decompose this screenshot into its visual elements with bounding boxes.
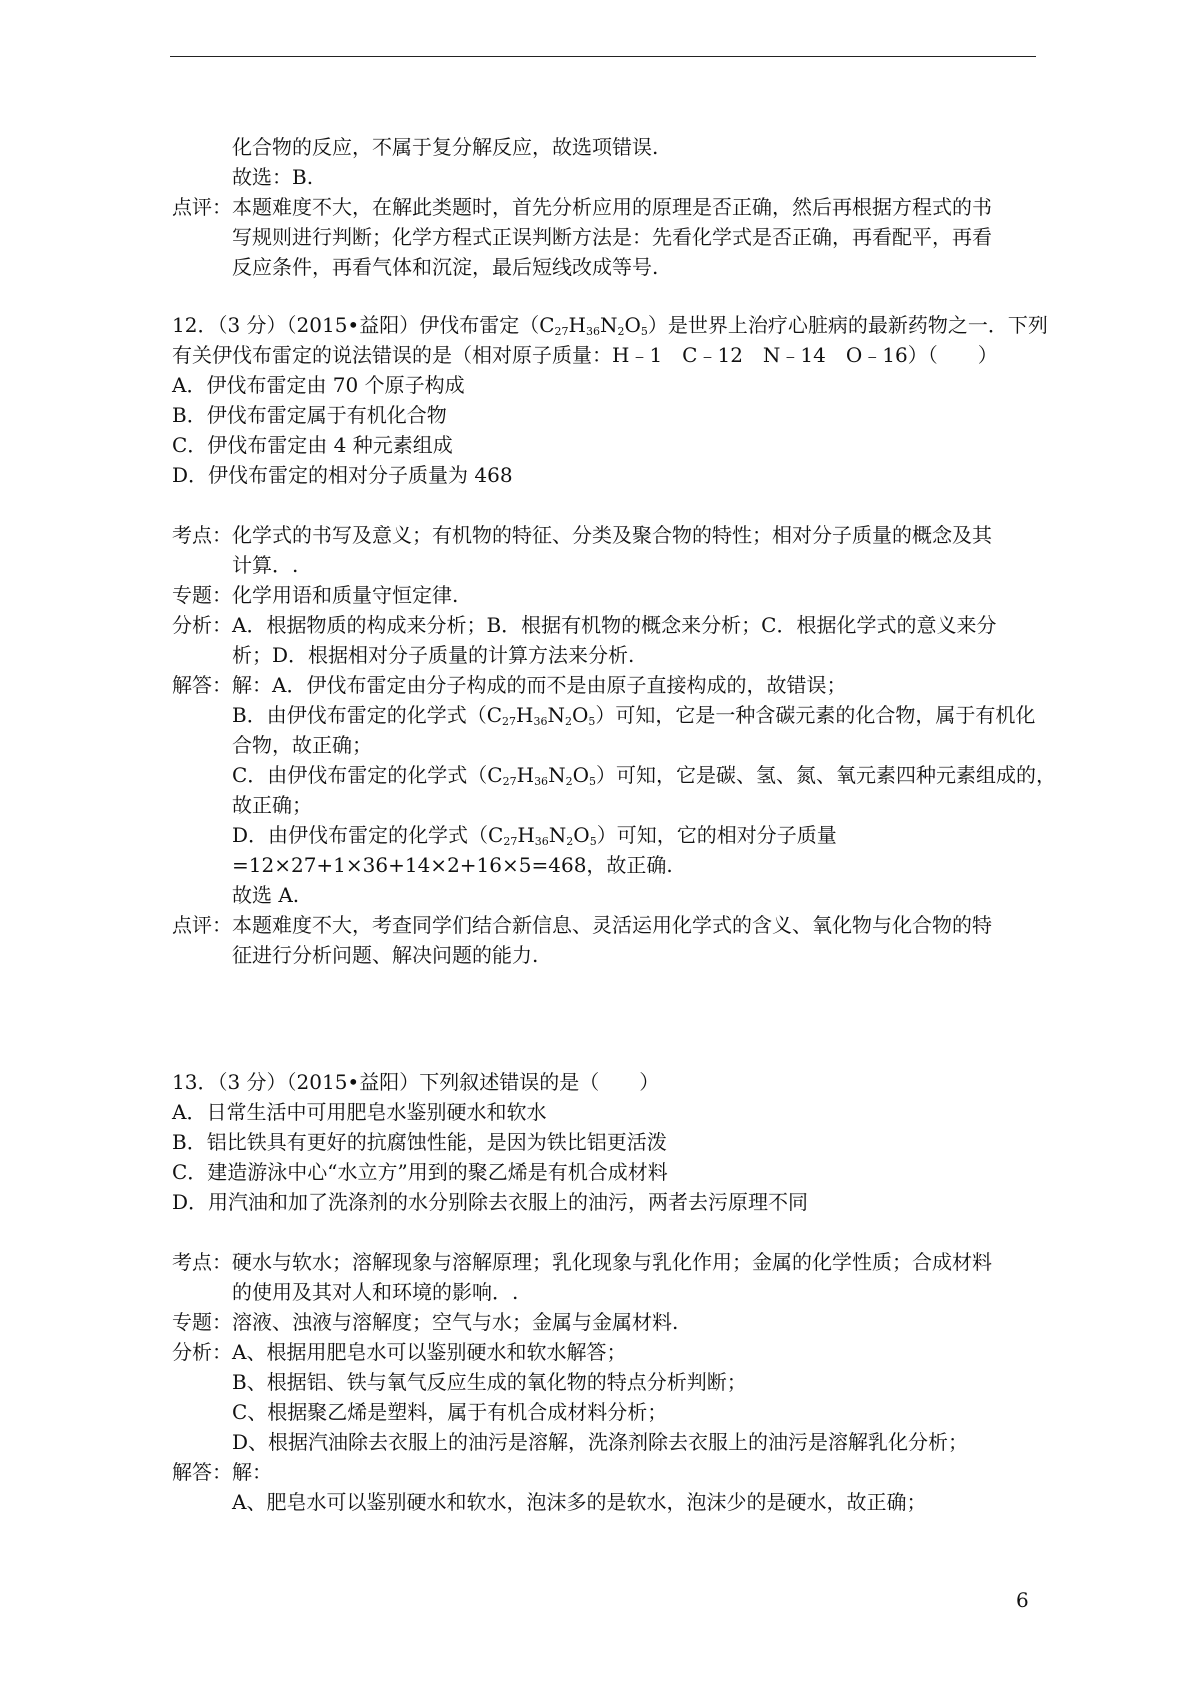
fenxi-line: 分析：A、根据用肥皂水可以鉴别硬水和软水解答； bbox=[172, 1337, 1042, 1367]
comment-line: 点评：本题难度不大，考查同学们结合新信息、灵活运用化学式的含义、氧化物与化合物的特 bbox=[172, 910, 1042, 940]
fenxi-line: C、根据聚乙烯是塑料，属于有机合成材料分析； bbox=[232, 1400, 668, 1424]
comment-label: 点评： bbox=[172, 913, 232, 937]
option-a: A．伊伐布雷定由 70 个原子构成 bbox=[172, 373, 465, 397]
option-d: D．伊伐布雷定的相对分子质量为 468 bbox=[172, 463, 513, 487]
jieda-line: =12×27+1×36+14×2+16×5=468，故正确. bbox=[232, 853, 673, 877]
zhuanti-label: 专题： bbox=[172, 583, 232, 607]
page-number: 6 bbox=[1016, 1588, 1029, 1612]
jieda-line: 解答：解： bbox=[172, 1457, 1042, 1487]
kaodian-line: 的使用及其对人和环境的影响．. bbox=[232, 1280, 519, 1304]
fenxi-line: 析；D．根据相对分子质量的计算方法来分析. bbox=[232, 643, 635, 667]
comment-line: 点评：本题难度不大，在解此类题时，首先分析应用的原理是否正确，然后再根据方程式的书 bbox=[172, 192, 1042, 222]
option-a: A．日常生活中可用肥皂水鉴别硬水和软水 bbox=[172, 1100, 547, 1124]
fenxi-line: D、根据汽油除去衣服上的油污是溶解，洗涤剂除去衣服上的油污是溶解乳化分析； bbox=[232, 1430, 969, 1454]
question-13 bbox=[172, 1067, 1042, 1517]
zhuanti-line: 专题：化学用语和质量守恒定律. bbox=[172, 580, 1042, 610]
jieda-line: 合物，故正确； bbox=[232, 733, 372, 757]
zhuanti-line: 专题：溶液、浊液与溶解度；空气与水；金属与金属材料. bbox=[172, 1307, 1042, 1337]
question-stem-line2: 有关伊伐布雷定的说法错误的是（相对原子质量：H﹣1 C﹣12 N﹣14 O﹣16）（ ） bbox=[172, 343, 998, 367]
kaodian-line: 考点：硬水与软水；溶解现象与溶解原理；乳化现象与乳化作用；金属的化学性质；合成材料 bbox=[172, 1247, 1042, 1277]
option-b: B．伊伐布雷定属于有机化合物 bbox=[172, 403, 447, 427]
jieda-line: 解答：解：A．伊伐布雷定由分子构成的而不是由原子直接构成的，故错误； bbox=[172, 670, 1042, 700]
kaodian-line: 考点：化学式的书写及意义；有机物的特征、分类及聚合物的特性；相对分子质量的概念及其 bbox=[172, 520, 1042, 550]
option-c: C．建造游泳中心“水立方”用到的聚乙烯是有机合成材料 bbox=[172, 1160, 668, 1184]
comment-line: 反应条件，再看气体和沉淀，最后短线改成等号. bbox=[232, 255, 659, 279]
question-stem: 12．（3 分）（2015•益阳）伊伐布雷定$(C_{27}H_{36}N_2O_5)$是世界上治疗心脏病的最新药物之一．下列 bbox=[172, 313, 1048, 338]
fenxi-label: 分析： bbox=[172, 613, 232, 637]
question-12 bbox=[172, 310, 1056, 970]
fenxi-label: 分析： bbox=[172, 1340, 232, 1364]
kaodian-label: 考点： bbox=[172, 1250, 232, 1274]
jieda-label: 解答： bbox=[172, 1460, 232, 1484]
fenxi-line: B、根据铝、铁与氧气反应生成的氧化物的特点分析判断； bbox=[232, 1370, 747, 1394]
jieda-line: B．由伊伐布雷定的化学式$(C_{27}H_{36}N_2O_5)$可知，它是一种含碳元素的化合物，属于有机化 bbox=[232, 703, 1036, 728]
prev-question-tail bbox=[172, 132, 1042, 282]
text-line: 化合物的反应，不属于复分解反应，故选项错误. bbox=[232, 135, 659, 159]
answer-line: 故选：B. bbox=[232, 165, 314, 189]
jieda-line: C．由伊伐布雷定的化学式$(C_{27}H_{36}N_2O_5)$可知，它是碳、氢、氮、氧元素四种元素组成的， bbox=[232, 763, 1056, 788]
comment-line: 写规则进行判断；化学方程式正误判断方法是：先看化学式是否正确，再看配平，再看 bbox=[232, 225, 992, 249]
kaodian-label: 考点： bbox=[172, 523, 232, 547]
jieda-line: D．由伊伐布雷定的化学式$(C_{27}H_{36}N_2O_5)$可知，它的相对分子质量 bbox=[232, 823, 837, 848]
comment-line: 征进行分析问题、解决问题的能力. bbox=[232, 943, 539, 967]
jieda-line: 故正确； bbox=[232, 793, 312, 817]
kaodian-line: 计算．. bbox=[232, 553, 299, 577]
option-b: B．铝比铁具有更好的抗腐蚀性能，是因为铁比铝更活泼 bbox=[172, 1130, 667, 1154]
zhuanti-label: 专题： bbox=[172, 1310, 232, 1334]
question-stem: 13．（3 分）（2015•益阳）下列叙述错误的是（ ） bbox=[172, 1070, 660, 1094]
option-d: D．用汽油和加了洗涤剂的水分别除去衣服上的油污，两者去污原理不同 bbox=[172, 1190, 809, 1214]
comment-label: 点评： bbox=[172, 195, 232, 219]
jieda-line: A、肥皂水可以鉴别硬水和软水，泡沫多的是软水，泡沫少的是硬水，故正确； bbox=[232, 1490, 927, 1514]
fenxi-line: 分析：A．根据物质的构成来分析；B．根据有机物的概念来分析；C．根据化学式的意义来分 bbox=[172, 610, 1042, 640]
jieda-label: 解答： bbox=[172, 673, 232, 697]
answer-line: 故选 A. bbox=[232, 883, 300, 907]
header-rule bbox=[170, 56, 1036, 57]
option-c: C．伊伐布雷定由 4 种元素组成 bbox=[172, 433, 453, 457]
